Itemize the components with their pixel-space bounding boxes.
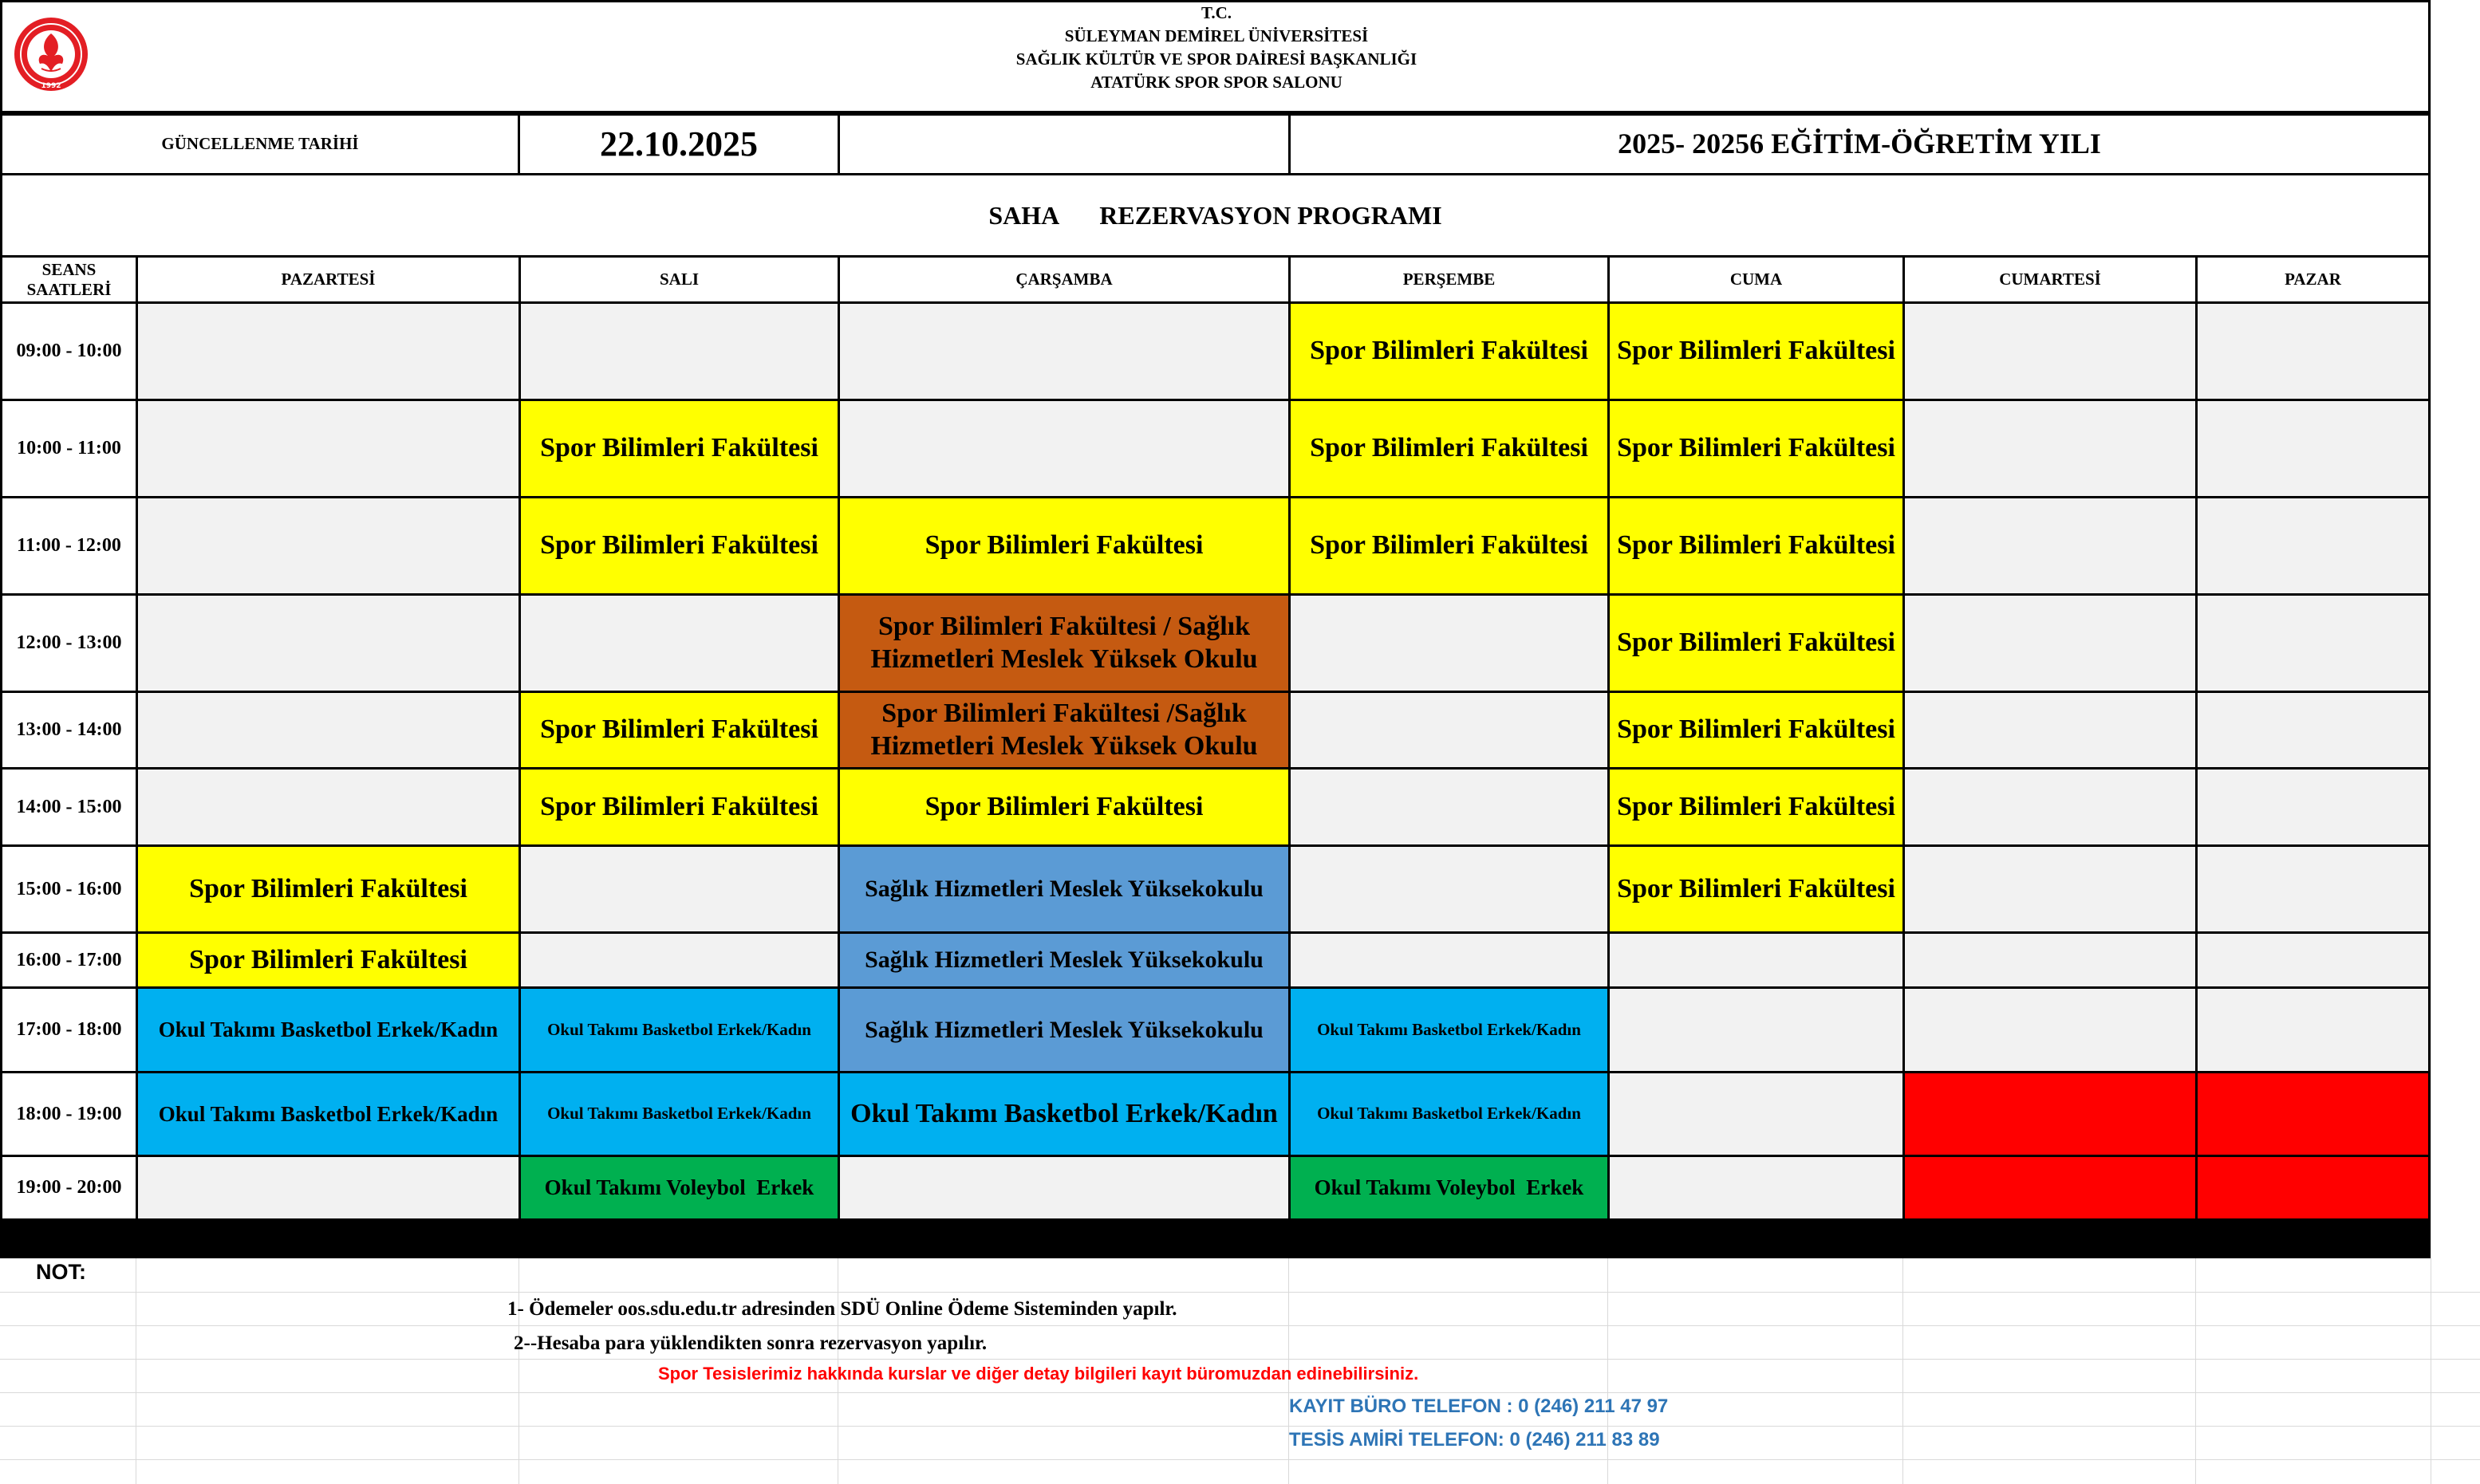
header-tc: T.C. [1201,3,1232,22]
schedule-cell-shared: Spor Bilimleri Fakültesi /Sağlık Hizmetleri Meslek Yüksek Okulu [838,691,1291,770]
header-facility: ATATÜRK SPOR SPOR SALONU [1090,73,1343,92]
schedule-cell-sbf: Spor Bilimleri Fakültesi [838,496,1291,596]
schedule-cell-empty [2195,496,2431,596]
schedule-cell-empty [518,931,840,989]
schedule-cell-empty [1902,301,2198,401]
schedule-cell-sbf: Spor Bilimleri Fakültesi [1607,593,1905,693]
schedule-cell-sbf: Spor Bilimleri Fakültesi [518,691,840,770]
schedule-cell-empty [136,593,521,693]
schedule-cell-empty [1902,931,2198,989]
schedule-cell-empty [2195,399,2431,498]
schedule-cell-sbf: Spor Bilimleri Fakültesi [518,399,840,498]
schedule-cell-basketbol: Okul Takımı Basketbol Erkek/Kadın [136,986,521,1073]
schedule-cell-empty [838,1155,1291,1221]
info-blank [838,113,1291,175]
schedule-cell-shmyo: Sağlık Hizmetleri Meslek Yüksekokulu [838,844,1291,934]
schedule-cell-empty [2195,301,2431,401]
schedule-cell-sbf: Spor Bilimleri Fakültesi [1607,301,1905,401]
schedule-cell-sbf: Spor Bilimleri Fakültesi [136,844,521,934]
schedule-cell-sbf: Spor Bilimleri Fakültesi [1607,844,1905,934]
schedule-cell-empty [518,301,840,401]
schedule-cell-sbf: Spor Bilimleri Fakültesi [838,767,1291,847]
schedule-cell-empty [1902,986,2198,1073]
time-slot: 11:00 - 12:00 [0,496,138,596]
time-slot: 13:00 - 14:00 [0,691,138,770]
schedule-cell-empty [2195,593,2431,693]
schedule-cell-empty [518,593,840,693]
schedule-cell-empty [2195,931,2431,989]
time-slot: 10:00 - 11:00 [0,399,138,498]
schedule-cell-empty [2195,767,2431,847]
schedule-cell-voleybol: Okul Takımı Voleybol Erkek [1288,1155,1610,1221]
program-title [0,173,2431,258]
schedule-cell-empty [2195,691,2431,770]
schedule-cell-closed [1902,1155,2198,1221]
schedule-cell-sbf: Spor Bilimleri Fakültesi [518,496,840,596]
schedule-cell-sbf: Spor Bilimleri Fakültesi [1288,496,1610,596]
schedule-cell-empty [1288,691,1610,770]
schedule-cell-shared: Spor Bilimleri Fakültesi / Sağlık Hizmetleri Meslek Yüksek Okulu [838,593,1291,693]
schedule-cell-empty [2195,844,2431,934]
schedule-cell-empty [1902,399,2198,498]
schedule-cell-basketbol: Okul Takımı Basketbol Erkek/Kadın [1288,1071,1610,1157]
schedule-cell-shmyo: Sağlık Hizmetleri Meslek Yüksekokulu [838,931,1291,989]
schedule-cell-sbf: Spor Bilimleri Fakültesi [1288,301,1610,401]
schedule-cell-empty [838,301,1291,401]
time-slot: 19:00 - 20:00 [0,1155,138,1221]
header-lines [798,2,1635,94]
schedule-cell-empty [518,844,840,934]
time-column-header: SEANS SAATLERİ [0,255,138,304]
day-header-tuesday: SALI [518,255,840,304]
program-title-reservation: REZERVASYON PROGRAMI [1099,200,1442,230]
schedule-cell-empty [136,399,521,498]
header-department: SAĞLIK KÜLTÜR VE SPOR DAİRESİ BAŞKANLIĞI [1015,49,1417,69]
schedule-cell-empty [136,691,521,770]
academic-year: 2025- 20256 EĞİTİM-ÖĞRETİM YILI [1288,113,2431,175]
update-label: GÜNCELLENME TARİHİ [0,113,520,175]
day-header-thursday: PERŞEMBE [1288,255,1610,304]
schedule-cell-sbf: Spor Bilimleri Fakültesi [518,767,840,847]
time-slot: 09:00 - 10:00 [0,301,138,401]
tesis-phone: TESİS AMİRİ TELEFON: 0 (246) 211 83 89 [1289,1429,1660,1451]
schedule-cell-empty [1288,593,1610,693]
schedule-cell-empty [1902,496,2198,596]
schedule-cell-shmyo: Sağlık Hizmetleri Meslek Yüksekokulu [838,986,1291,1073]
schedule-cell-empty [136,767,521,847]
time-slot: 12:00 - 13:00 [0,593,138,693]
schedule-cell-sbf: Spor Bilimleri Fakültesi [1288,399,1610,498]
schedule-cell-empty [136,496,521,596]
schedule-cell-empty [1607,986,1905,1073]
schedule-cell-sbf: Spor Bilimleri Fakültesi [1607,496,1905,596]
day-header-saturday: CUMARTESİ [1902,255,2198,304]
schedule-cell-closed [2195,1071,2431,1157]
schedule-cell-sbf: Spor Bilimleri Fakültesi [1607,399,1905,498]
schedule-cell-empty [1607,931,1905,989]
schedule-cell-empty [1902,767,2198,847]
schedule-cell-basketbol: Okul Takımı Basketbol Erkek/Kadın [1288,986,1610,1073]
schedule-cell-closed [1902,1071,2198,1157]
day-header-monday: PAZARTESİ [136,255,521,304]
schedule-cell-sbf: Spor Bilimleri Fakültesi [1607,767,1905,847]
time-slot: 17:00 - 18:00 [0,986,138,1073]
schedule-cell-voleybol: Okul Takımı Voleybol Erkek [518,1155,840,1221]
day-header-friday: CUMA [1607,255,1905,304]
schedule-cell-empty [136,1155,521,1221]
university-seal-icon [13,16,89,93]
schedule-cell-empty [1288,931,1610,989]
program-title-saha: SAHA [988,200,1060,230]
schedule-cell-empty [1288,844,1610,934]
schedule-cell-basketbol: Okul Takımı Basketbol Erkek/Kadın [838,1071,1291,1157]
schedule-cell-empty [1902,691,2198,770]
schedule-cell-empty [136,301,521,401]
note-reservation: 2--Hesaba para yüklendikten sonra rezervasyon yapılır. [514,1332,988,1354]
notes-title: NOT: [36,1260,86,1284]
day-header-sunday: PAZAR [2195,255,2431,304]
note-info: Spor Tesislerimiz hakkında kurslar ve diğer detay bilgileri kayıt büromuzdan edinebilirsiniz. [658,1364,1419,1384]
schedule-cell-basketbol: Okul Takımı Basketbol Erkek/Kadın [518,1071,840,1157]
time-slot: 18:00 - 19:00 [0,1071,138,1157]
schedule-cell-empty [1607,1071,1905,1157]
schedule-cell-empty [838,399,1291,498]
schedule-cell-empty [1607,1155,1905,1221]
schedule-cell-basketbol: Okul Takımı Basketbol Erkek/Kadın [518,986,840,1073]
schedule-cell-sbf: Spor Bilimleri Fakültesi [1607,691,1905,770]
schedule-cell-empty [1902,844,2198,934]
schedule-cell-empty [1902,593,2198,693]
schedule-cell-sbf: Spor Bilimleri Fakültesi [136,931,521,989]
header-university: SÜLEYMAN DEMİREL ÜNİVERSİTESİ [1064,26,1369,45]
update-date: 22.10.2025 [518,113,840,175]
schedule-cell-basketbol: Okul Takımı Basketbol Erkek/Kadın [136,1071,521,1157]
schedule-cell-closed [2195,1155,2431,1221]
time-slot: 15:00 - 16:00 [0,844,138,934]
day-header-wednesday: ÇARŞAMBA [838,255,1291,304]
kayit-phone: KAYIT BÜRO TELEFON : 0 (246) 211 47 97 [1289,1395,1669,1417]
schedule-cell-empty [1288,767,1610,847]
note-payment: 1- Ödemeler oos.sdu.edu.tr adresinden SDÜ Online Ödeme Sisteminden yapılr. [507,1298,1177,1320]
separator-bar [0,1218,2431,1258]
schedule-cell-empty [2195,986,2431,1073]
time-slot: 14:00 - 15:00 [0,767,138,847]
time-slot: 16:00 - 17:00 [0,931,138,989]
svg-text:1992: 1992 [41,82,61,90]
